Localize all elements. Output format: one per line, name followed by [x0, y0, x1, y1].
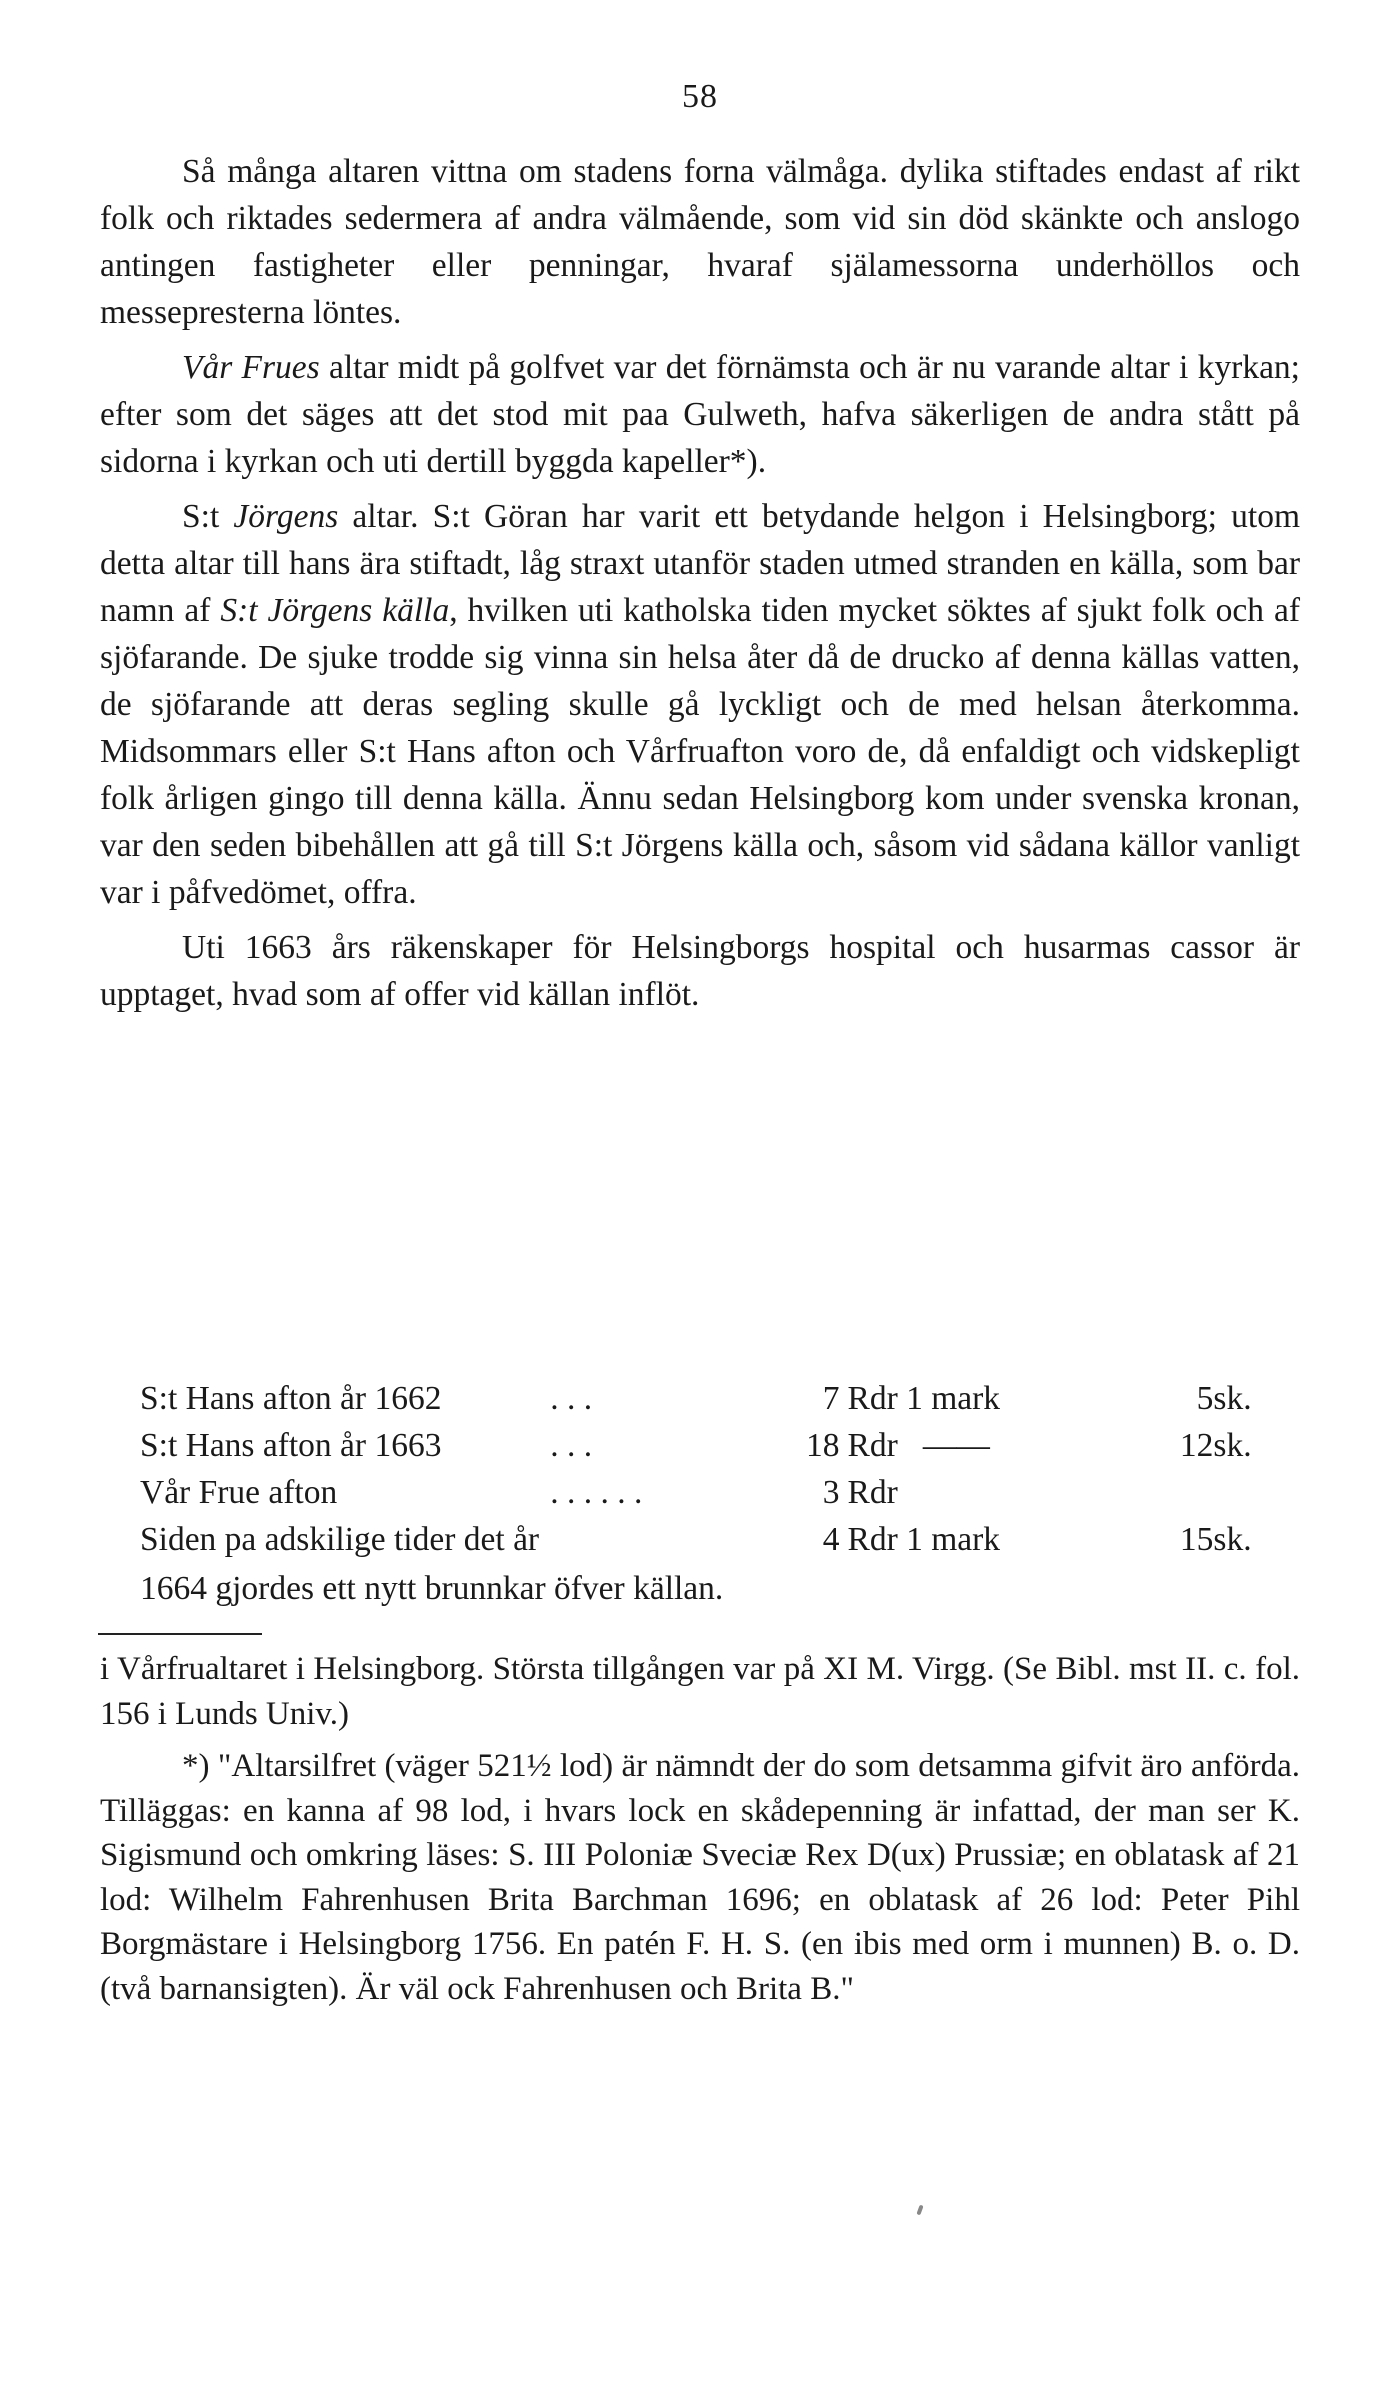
main-text: [100, 148, 1300, 1018]
paper-speck: [916, 2205, 923, 2216]
account-skilling-unit: sk.: [1213, 1380, 1252, 1417]
account-dots: . . .: [550, 1427, 593, 1464]
account-skilling: 15: [1179, 1521, 1214, 1558]
paragraph-accounts-intro: Uti 1663 års räkenskaper för Helsingborgs hospital och husarmas cassor är upptaget, hvad som af offer vid källan inflöt.: [100, 929, 1300, 1013]
account-dots: . . .: [550, 1380, 593, 1417]
footnote-continued: i Vårfrualtaret i Helsingborg. Största tillgången var på XI M. Virgg. (Se Bibl. mst II. c. fol. 156 i Lunds Univ.): [100, 1651, 1300, 1732]
footnote-star: *) "Altarsilfret (väger 521½ lod) är nämndt der do som detsamma gifvit äro anförda. Tilläggas: en kanna af 98 lod, i hvars lock en skådepenning är infattad, der man ser K. Sigismund och omkring läses: S. III Poloniæ Sveciæ Rex D(ux) Prussiæ; en oblatask af 21 lod: Wilhelm Fahrenhusen Brita Barchman 1696; en oblatask af 26 lod: Peter Pihl Borgmästare i Helsingborg 1756. En patén F. H. S. (en ibis med orm i munnen) B. o. D. (två barnansigten). Är väl ock Fahrenhusen och Brita B.": [100, 1748, 1300, 2007]
table-row: [140, 1422, 1280, 1469]
account-unit: Rdr 1 mark: [847, 1521, 1001, 1558]
account-unit: Rdr: [847, 1474, 898, 1511]
account-skilling-unit: sk.: [1213, 1521, 1252, 1558]
account-skilling: 5: [1196, 1380, 1214, 1417]
paragraph-jorgens-text-a: altar. S:t Göran har varit ett betydande helgon i Helsingborg; utom detta altar till hans ära stiftadt, låg straxt utanför staden utmed stranden en källa, som bar namn af: [100, 498, 1301, 629]
account-skilling: [1069, 1469, 1213, 1516]
heading-var-frues: Vår Frues: [182, 349, 320, 386]
table-row: [140, 1469, 1280, 1516]
offering-accounts-table: [140, 1375, 1280, 1563]
paragraph-altars: Så många altaren vittna om stadens forna välmåga. dylika stiftades endast af rikt folk och riktades sedermera af andra välmående, som vid sin död skänkte och anslogo antingen fastigheter eller penningar, hvaraf själamessorna underhöllos och messepresterna löntes.: [100, 153, 1300, 331]
paragraph-var-frues-text: altar midt på golfvet var det förnämsta och är nu varande altar i kyrkan; efter som det säges att det stod mit paa Gulweth, hafva säkerligen de andra stått på sidorna i kyrkan och uti dertill byggda kapeller*).: [100, 349, 1300, 480]
account-label: Vår Frue afton: [140, 1474, 338, 1511]
table-row: [140, 1375, 1280, 1422]
account-amount: 7: [822, 1380, 840, 1417]
account-label: Siden pa adskilige tider det år: [140, 1521, 540, 1558]
account-dots: . . . . . .: [550, 1474, 643, 1511]
paragraph-jorgens-text-b: , hvilken uti katholska tiden mycket söktes af sjukt folk och af sjöfarande. De sjuke trodde sig vinna sin helsa åter då de drucko af denna källas vatten, de sjöfarande att deras segling skulle gå lyckligt och de med helsan återkomma. Midsommars eller S:t Hans afton och Vårfruafton voro de, då enfaldigt och vidskepligt folk årligen gingo till denna källa. Ännu sedan Helsingborg kom under svenska kronan, var den seden bibehållen att gå till S:t Jörgens källa och, såsom vid sådana källor vanligt var i påfvedömet, offra.: [100, 592, 1301, 911]
paragraph-st-jorgens-altar: [100, 493, 1300, 916]
table-row: [140, 1516, 1280, 1563]
heading-jorgens: Jörgens: [233, 498, 339, 535]
account-skilling: 12: [1179, 1427, 1214, 1464]
account-unit: Rdr ——: [847, 1427, 990, 1464]
account-amount: 3: [822, 1474, 840, 1511]
account-skilling-unit: [1213, 1469, 1280, 1516]
paragraph-var-frues-altar: [100, 344, 1300, 485]
page-number: 58: [682, 78, 718, 115]
spring-name: S:t Jörgens källa: [220, 592, 450, 629]
brunnkar-note: 1664 gjordes ett nytt brunnkar öfver källan.: [140, 1570, 724, 1607]
account-label: S:t Hans afton år 1662: [140, 1380, 442, 1417]
account-label: S:t Hans afton år 1663: [140, 1427, 442, 1464]
account-skilling-unit: sk.: [1213, 1427, 1252, 1464]
account-amount: 4: [822, 1521, 840, 1558]
account-amount: 18: [805, 1427, 840, 1464]
st-prefix: S:t: [182, 498, 234, 535]
footnote-divider: [98, 1633, 262, 1635]
footnotes: [100, 1647, 1300, 2011]
account-unit: Rdr 1 mark: [847, 1380, 1001, 1417]
